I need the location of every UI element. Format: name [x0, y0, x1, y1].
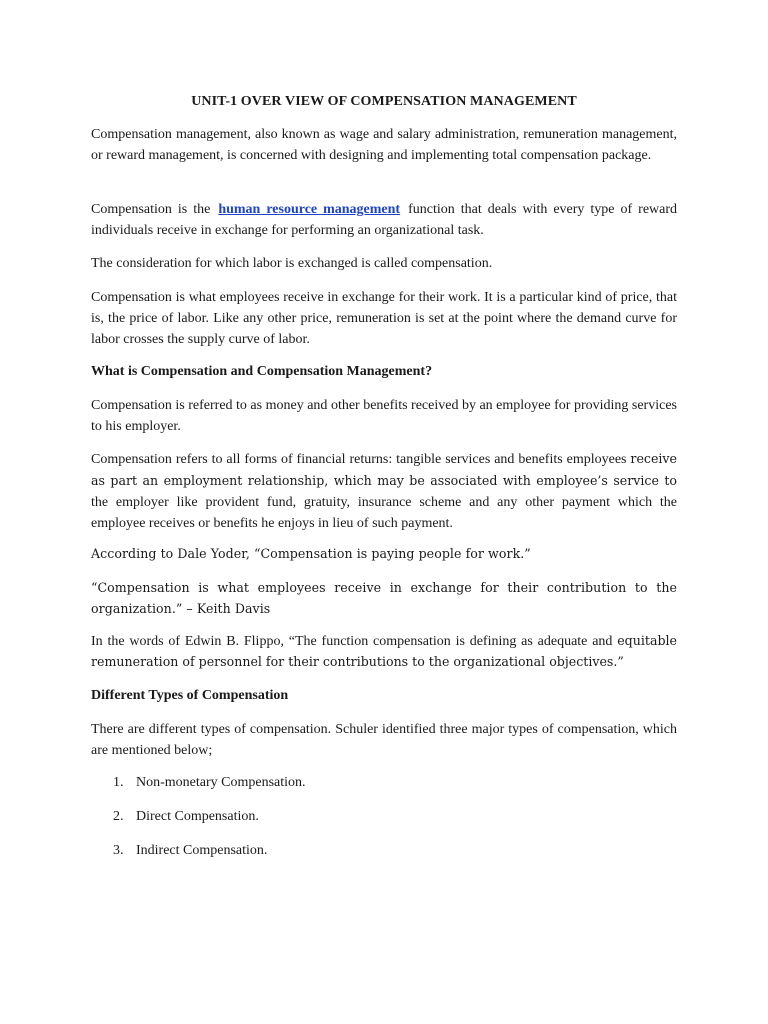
- page-title: UNIT-1 OVER VIEW OF COMPENSATION MANAGEMENT: [191, 94, 577, 109]
- paragraph-text: function that deals with every type of reward individuals receive in exchange for performing an organizational task.: [91, 202, 678, 238]
- list-item-text: Indirect Compensation.: [136, 843, 268, 858]
- paragraph-definition: Compensation management, also known as wage and salary administration, remuneration management, or reward management, is concerned with designing and implementing total compensation package.: [91, 127, 677, 163]
- list-item-text: Direct Compensation.: [136, 809, 259, 824]
- list-item-number: 1.: [113, 775, 124, 790]
- paragraph-text: Compensation is the: [91, 202, 211, 217]
- quote-edwin-flippo: [91, 631, 677, 673]
- human-resource-management-link[interactable]: human resource management: [218, 202, 401, 217]
- list-item-number: 3.: [113, 843, 124, 858]
- paragraph-financial-returns: [91, 448, 677, 534]
- paragraph-price-of-labor: Compensation is what employees receive in exchange for their work. It is a particular kind of price, that is, the price of labor. Like any other price, remuneration is set at the point where the demand curve for labor crosses the supply curve of labor.: [91, 290, 677, 347]
- paragraph-schuler-types: There are different types of compensation. Schuler identified three major types of compensation, which are mentioned below;: [91, 722, 677, 758]
- paragraph-consideration: The consideration for which labor is exchanged is called compensation.: [91, 256, 493, 271]
- paragraph-text: In the words of Edwin B. Flippo, “The function compensation is defining as adequate and: [91, 634, 613, 649]
- paragraph-money-benefits: Compensation is referred to as money and other benefits received by an employee for providing services to his employer.: [91, 398, 677, 434]
- paragraph-hr-function: [91, 199, 677, 241]
- list-item-number: 2.: [113, 809, 124, 824]
- quote-keith-davis: “Compensation is what employees receive in exchange for their contribution to the organization.” – Keith Davis: [91, 580, 677, 616]
- quote-dale-yoder: According to Dale Yoder, “Compensation is paying people for work.”: [91, 546, 531, 561]
- list-item: [113, 772, 306, 793]
- section-heading-what-is-compensation: What is Compensation and Compensation Management?: [91, 364, 433, 379]
- paragraph-text: equitable remuneration of personnel for their contributions to the organizational objectives.”: [91, 633, 677, 669]
- section-heading-types-of-compensation: Different Types of Compensation: [91, 688, 289, 703]
- paragraph-text: the employer like provident fund, gratuity, insurance scheme and any other payment which the employee receives or benefits he enjoys in lieu of such payment.: [91, 495, 677, 531]
- list-item: [113, 840, 267, 861]
- paragraph-text: receive as part an employment relationship, which may be associated with employee’s service to: [91, 451, 677, 488]
- paragraph-text: Compensation refers to all forms of financial returns: tangible services and benefits employees: [91, 452, 627, 467]
- list-item: [113, 806, 259, 827]
- list-item-text: Non-monetary Compensation.: [136, 775, 306, 790]
